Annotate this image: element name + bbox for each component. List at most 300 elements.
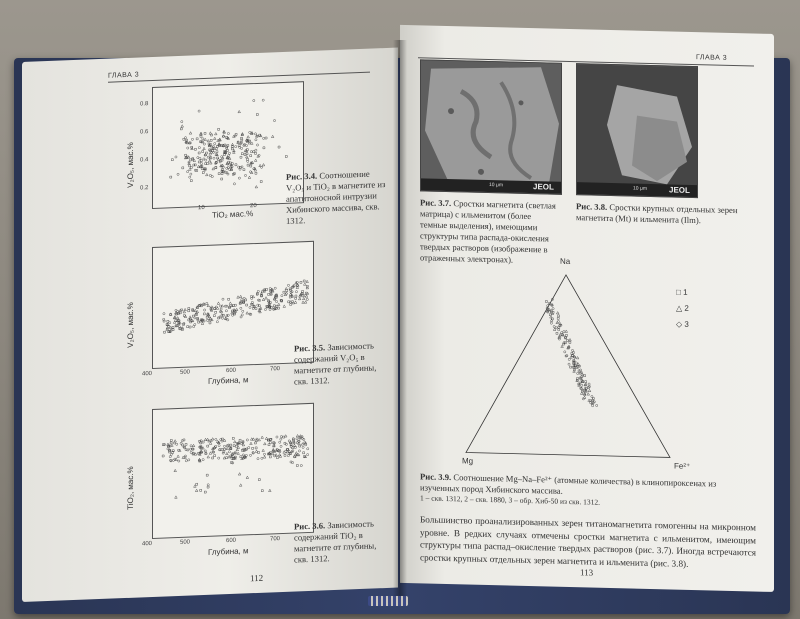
scatter-point xyxy=(280,438,282,440)
caption-fig-3-9 xyxy=(420,471,756,511)
scatter-point xyxy=(264,442,267,444)
scatter-point xyxy=(200,135,202,137)
scatter-point xyxy=(305,296,307,298)
scatter-point xyxy=(221,317,223,319)
ternary-point xyxy=(568,358,570,360)
scatter-point xyxy=(207,484,209,486)
scatter-point xyxy=(185,443,187,445)
scatter-point xyxy=(307,448,309,450)
apex-fe: Fe²⁺ xyxy=(674,461,691,471)
scatter-plot-3 xyxy=(153,404,313,538)
scatter-point xyxy=(227,132,229,134)
plot3-xtick-2: 500 xyxy=(180,539,191,546)
scatter-point xyxy=(181,125,184,127)
scatter-point xyxy=(232,462,234,464)
scatter-point xyxy=(222,298,224,300)
scatter-point xyxy=(209,452,212,454)
scatter-point xyxy=(302,446,304,448)
scatter-point xyxy=(218,128,220,130)
ternary-point xyxy=(568,363,570,365)
scatter-point xyxy=(202,441,204,443)
scatter-point xyxy=(209,132,212,134)
scatter-point xyxy=(262,449,265,451)
scatter-point xyxy=(175,156,177,158)
plot1-xtick-1: 10 xyxy=(198,204,205,212)
scatter-point xyxy=(256,144,258,146)
scatter-point xyxy=(276,296,278,298)
scatter-point xyxy=(206,316,208,318)
scatter-point xyxy=(240,156,242,158)
scatter-point xyxy=(300,281,302,283)
scatter-point xyxy=(247,160,249,162)
scatter-point xyxy=(194,148,196,150)
legend-item-2 xyxy=(676,304,689,313)
scatter-point xyxy=(285,155,287,157)
legend-item-1 xyxy=(676,288,688,297)
scatter-point xyxy=(218,444,220,446)
scatter-point xyxy=(306,293,308,295)
scatter-point xyxy=(211,318,214,320)
photo1-scale: 10 μm xyxy=(489,182,503,189)
scatter-point xyxy=(218,173,220,175)
scatter-point xyxy=(239,295,242,297)
scatter-point xyxy=(269,442,271,444)
scatter-point xyxy=(307,454,309,456)
scatter-point xyxy=(255,172,257,174)
plot1-xlabel: TiO₂ мас.% xyxy=(212,209,254,220)
scatter-point xyxy=(303,283,306,285)
scatter-point xyxy=(242,310,244,312)
plot2-xtick-2: 500 xyxy=(180,369,191,376)
scatter-point xyxy=(263,137,265,139)
scatter-point xyxy=(215,311,217,313)
scatter-point xyxy=(176,443,178,445)
scatter-point xyxy=(185,460,187,462)
scatter-point xyxy=(203,313,205,315)
scatter-point xyxy=(303,280,305,282)
scatter-point xyxy=(265,297,268,299)
scatter-point xyxy=(163,331,165,333)
plot3-ylabel: TiO₂, мас.% xyxy=(126,466,135,511)
ternary-point xyxy=(556,312,559,314)
scatter-point xyxy=(228,451,230,453)
photo1-brand: JEOL xyxy=(533,182,554,192)
ternary-point xyxy=(553,325,555,327)
scatter-point xyxy=(298,450,300,452)
scatter-point xyxy=(235,145,237,147)
scatter-point xyxy=(217,302,220,304)
scatter-point xyxy=(266,305,268,307)
scatter-point xyxy=(287,284,289,286)
scatter-point xyxy=(257,290,259,292)
scatter-point xyxy=(174,440,177,442)
ternary-point xyxy=(568,345,571,347)
scatter-point xyxy=(189,326,191,328)
scatter-point xyxy=(207,319,209,321)
scatter-point xyxy=(172,326,174,328)
plot1-ytick-1: 0.8 xyxy=(140,101,149,108)
scatter-point xyxy=(288,440,290,442)
scatter-point xyxy=(250,165,252,167)
ternary-point xyxy=(569,341,571,343)
plot-v2o5-vs-tio2 xyxy=(152,81,304,212)
scatter-point xyxy=(211,438,214,440)
ternary-point xyxy=(588,389,591,391)
caption-fig-3-7 xyxy=(420,197,560,266)
ternary-point xyxy=(564,351,566,353)
scatter-point xyxy=(177,173,179,175)
scatter-plot-1 xyxy=(153,82,303,208)
left-header-rule xyxy=(108,72,370,83)
scatter-point xyxy=(264,308,266,310)
scatter-point xyxy=(261,457,263,459)
ternary-point xyxy=(555,327,557,329)
scatter-point xyxy=(238,473,241,475)
caption-fig-3-4-text: Соотношение V₂O₅ и TiO₂ в магнетите из апатитоносной интрузии Хибинского массива, скв. 1312. xyxy=(286,168,386,226)
scatter-point xyxy=(184,137,186,139)
scatter-point xyxy=(171,159,173,161)
scatter-point xyxy=(240,456,242,458)
scatter-point xyxy=(196,138,198,140)
scatter-point xyxy=(203,147,206,149)
scatter-point xyxy=(244,174,246,176)
scatter-point xyxy=(240,316,242,318)
scatter-point xyxy=(239,439,241,441)
ternary-point xyxy=(557,320,559,322)
scatter-point xyxy=(233,445,235,447)
scatter-point xyxy=(233,440,236,442)
scatter-point xyxy=(226,457,228,459)
scatter-point xyxy=(294,301,297,303)
scatter-point xyxy=(199,157,201,159)
scatter-point xyxy=(181,121,183,123)
scatter-point xyxy=(247,136,250,138)
scatter-point xyxy=(221,448,223,450)
left-page xyxy=(22,48,398,602)
scatter-point xyxy=(239,484,242,486)
scatter-point xyxy=(183,446,185,448)
scatter-point xyxy=(206,173,209,175)
scatter-point xyxy=(196,483,198,485)
scatter-point xyxy=(207,445,209,447)
scatter-point xyxy=(256,113,258,115)
scatter-point xyxy=(228,152,230,154)
plot-v2o5-vs-depth xyxy=(152,241,314,369)
scatter-point xyxy=(280,435,282,437)
plot2-xtick-1: 400 xyxy=(142,371,153,378)
scatter-point xyxy=(198,147,200,149)
scatter-point xyxy=(303,452,305,454)
scatter-point xyxy=(232,437,234,439)
apex-na: Na xyxy=(560,256,571,267)
scatter-point xyxy=(215,438,217,440)
ternary-point xyxy=(571,349,573,351)
scatter-point xyxy=(261,436,264,438)
caption-fig-3-5-text: Зависимость содержаний V₂O₅ в магнетите от глубины, скв. 1312. xyxy=(294,340,377,387)
plot1-ylabel: V₂O₅, мас.% xyxy=(126,142,135,189)
scatter-point xyxy=(213,315,215,317)
scatter-point xyxy=(214,132,217,134)
scatter-point xyxy=(198,161,200,163)
scatter-point xyxy=(241,153,243,155)
ternary-point xyxy=(575,362,577,364)
scatter-point xyxy=(175,496,178,498)
scatter-point xyxy=(170,176,172,178)
caption-fig-3-7-text: Сростки магнетита (светлая матрица) с ильменитом (более темные выделения), имеющими структуры типа распада-окисления твердых растворов (изображение в отраженных электронах). xyxy=(420,198,556,265)
scatter-point xyxy=(284,442,286,444)
ternary-point xyxy=(570,356,573,358)
scatter-point xyxy=(170,439,172,441)
caption-fig-3-6-label: Рис. 3.6. xyxy=(294,520,326,532)
ternary-point xyxy=(558,315,560,317)
scatter-point xyxy=(268,444,270,446)
scatter-point xyxy=(226,452,229,454)
sem-texture-1 xyxy=(421,60,561,193)
scatter-point xyxy=(250,155,252,157)
legend-diamond-symbol: ◇ xyxy=(676,319,683,329)
scatter-point xyxy=(278,453,281,455)
scatter-point xyxy=(281,295,283,297)
scatter-point xyxy=(276,300,278,302)
scatter-point xyxy=(208,440,211,442)
scatter-point xyxy=(190,173,192,175)
scatter-point xyxy=(287,455,289,457)
scatter-point xyxy=(268,293,270,295)
scatter-point xyxy=(250,171,253,173)
scatter-point xyxy=(180,128,182,130)
scatter-point xyxy=(206,303,208,305)
scatter-point xyxy=(173,321,176,323)
ternary-point xyxy=(565,330,568,332)
scatter-point xyxy=(258,309,261,311)
ternary-point xyxy=(588,383,590,385)
scatter-point xyxy=(190,451,192,453)
caption-fig-3-4 xyxy=(286,168,386,227)
scatter-point xyxy=(306,280,309,282)
scatter-point xyxy=(262,163,265,165)
scatter-point xyxy=(246,439,248,441)
ternary-point xyxy=(583,396,586,398)
legend-label-2: 2 xyxy=(684,303,689,313)
scatter-point xyxy=(249,454,251,456)
scatter-point xyxy=(218,457,220,459)
ternary-plot-svg xyxy=(456,266,676,461)
scatter-point xyxy=(200,162,202,164)
sem-photo-fig-3-7 xyxy=(420,59,562,194)
scatter-point xyxy=(255,149,257,151)
scatter-point xyxy=(269,489,272,491)
scatter-point xyxy=(302,297,305,299)
scatter-point xyxy=(224,448,226,450)
scatter-point xyxy=(189,132,192,134)
scatter-point xyxy=(202,447,205,449)
bookmark-ribbon xyxy=(368,596,408,606)
scatter-point xyxy=(250,442,253,444)
legend-square-symbol: □ xyxy=(676,287,681,297)
scatter-point xyxy=(260,181,262,183)
scatter-point xyxy=(241,299,243,301)
scatter-point xyxy=(254,442,256,444)
scatter-point xyxy=(223,439,226,441)
caption-fig-3-5 xyxy=(294,340,388,388)
scatter-point xyxy=(213,137,216,139)
scatter-point xyxy=(204,309,206,311)
scatter-point xyxy=(203,158,205,160)
scatter-point xyxy=(238,177,240,179)
plot3-xtick-1: 400 xyxy=(142,541,153,548)
scatter-point xyxy=(185,154,187,156)
scatter-point xyxy=(261,290,264,292)
scatter-point xyxy=(214,455,216,457)
scatter-point xyxy=(197,165,200,167)
ternary-diagram xyxy=(456,266,676,461)
scatter-point xyxy=(202,172,204,174)
scatter-point xyxy=(263,456,266,458)
scatter-point xyxy=(278,307,280,309)
scatter-point xyxy=(277,303,280,305)
caption-fig-3-9-text: Соотношение Mg–Na–Fe²⁺ (атомные количества) в клинопироксенах из изученных пород Хибинского массива. xyxy=(420,472,717,496)
scatter-point xyxy=(262,298,265,300)
scatter-point xyxy=(202,150,204,152)
plot1-ytick-5: 0.4 xyxy=(140,157,149,164)
plot3-xlabel: Глубина, м xyxy=(208,546,249,557)
ternary-point xyxy=(545,300,547,302)
scatter-point xyxy=(188,307,190,309)
ternary-point xyxy=(569,338,572,340)
scatter-point xyxy=(250,151,252,153)
legend-item-3 xyxy=(676,320,689,329)
scatter-point xyxy=(208,159,211,161)
scatter-point xyxy=(204,132,206,134)
caption-fig-3-8-label: Рис. 3.8. xyxy=(576,201,608,212)
scatter-point xyxy=(258,438,261,440)
scatter-point xyxy=(237,296,240,298)
scatter-point xyxy=(207,156,209,158)
scatter-point xyxy=(204,138,207,140)
scatter-point xyxy=(212,457,214,459)
caption-fig-3-9-sub: 1 – скв. 1312, 2 – скв. 1880, 3 – обр. Хиб-50 из скв. 1312. xyxy=(420,493,600,507)
ternary-point xyxy=(573,359,576,361)
scatter-point xyxy=(276,457,278,459)
scatter-point xyxy=(285,287,288,289)
scatter-point xyxy=(202,459,204,461)
scatter-point xyxy=(296,438,298,440)
plot3-xtick-4: 700 xyxy=(270,536,281,543)
scatter-point xyxy=(192,444,195,446)
scatter-point xyxy=(221,178,223,180)
scatter-point xyxy=(208,315,211,317)
scatter-point xyxy=(254,133,256,135)
caption-fig-3-7-label: Рис. 3.7. xyxy=(420,197,452,209)
caption-fig-3-5-label: Рис. 3.5. xyxy=(294,342,326,354)
scatter-point xyxy=(246,153,248,155)
scatter-point xyxy=(298,297,301,299)
scatter-point xyxy=(273,305,275,307)
scatter-point xyxy=(169,322,171,324)
scatter-point xyxy=(219,161,221,163)
scatter-point xyxy=(169,313,172,315)
scatter-point xyxy=(190,445,192,447)
scatter-point xyxy=(197,318,200,320)
plot1-ytick-7: 0.2 xyxy=(140,185,149,192)
plot1-xtick-2: 20 xyxy=(250,202,257,210)
scatter-point xyxy=(176,316,179,318)
scatter-point xyxy=(226,447,229,449)
scatter-point xyxy=(223,445,225,447)
plot-tio2-vs-depth xyxy=(152,403,314,539)
scatter-point xyxy=(273,119,275,121)
scatter-point xyxy=(301,443,304,445)
scatter-point xyxy=(296,441,299,443)
scatter-point xyxy=(235,445,237,447)
plot1-ytick-3: 0.6 xyxy=(140,129,149,136)
ternary-point xyxy=(558,329,560,331)
scatter-point xyxy=(253,99,255,101)
ternary-point xyxy=(557,317,559,319)
caption-fig-3-8-text: Сростки крупных отдельных зерен магнетита (Mt) и ильменита (Ilm). xyxy=(576,201,738,226)
scatter-point xyxy=(231,148,233,150)
scatter-point xyxy=(290,304,292,306)
scatter-point xyxy=(203,143,205,145)
scatter-point xyxy=(170,460,172,462)
ternary-point xyxy=(552,307,554,309)
scatter-point xyxy=(257,304,259,306)
scatter-point xyxy=(303,438,305,440)
left-page-number: 112 xyxy=(250,572,264,584)
scatter-point xyxy=(265,437,268,439)
scatter-point xyxy=(206,474,208,476)
scatter-point xyxy=(172,329,174,331)
scatter-point xyxy=(221,173,223,175)
scatter-point xyxy=(188,310,190,312)
plot2-xlabel: Глубина, м xyxy=(208,375,249,386)
body-paragraph: Большинство проанализированных зерен титаномагнетита гомогенны на микронном уровне. В редких случаях отмечены сростки магнетита с ильменитом, имеющим структуры типа распад–окисление твердых растворов (рис. 3.7). Иногда встречаются сростки крупных отдельных зерен магнетита и ильменита (рис. 3.8). xyxy=(420,514,756,569)
scatter-point xyxy=(223,457,226,459)
scatter-point xyxy=(284,293,287,295)
scatter-point xyxy=(198,152,200,154)
ternary-point xyxy=(550,322,552,324)
scatter-point xyxy=(283,291,285,293)
scatter-point xyxy=(295,297,297,299)
scatter-point xyxy=(204,491,206,493)
scatter-point xyxy=(255,185,258,187)
scatter-point xyxy=(247,164,249,166)
scatter-point xyxy=(262,99,264,101)
scatter-point xyxy=(189,176,191,178)
scatter-point xyxy=(278,146,280,148)
scatter-point xyxy=(284,454,286,456)
scatter-point xyxy=(170,453,172,455)
scatter-point xyxy=(193,325,195,327)
scatter-point xyxy=(177,455,180,457)
scatter-point xyxy=(276,436,278,438)
scatter-point xyxy=(187,326,189,328)
ternary-point xyxy=(556,332,558,334)
caption-fig-3-4-label: Рис. 3.4. xyxy=(286,170,318,182)
scatter-point xyxy=(246,304,248,306)
caption-fig-3-8 xyxy=(576,201,756,227)
plot2-xtick-3: 600 xyxy=(226,367,237,375)
scatter-point xyxy=(182,167,184,169)
caption-fig-3-6-text: Зависимость содержаний TiO₂ в магнетите от глубины, скв. 1312. xyxy=(294,518,377,565)
ternary-point xyxy=(587,393,590,395)
scatter-point xyxy=(255,139,257,141)
scatter-point xyxy=(175,309,177,311)
legend-triangle-symbol: △ xyxy=(676,303,683,313)
scatter-point xyxy=(249,306,251,308)
ternary-point xyxy=(570,366,572,368)
legend-label-1: 1 xyxy=(683,287,688,297)
